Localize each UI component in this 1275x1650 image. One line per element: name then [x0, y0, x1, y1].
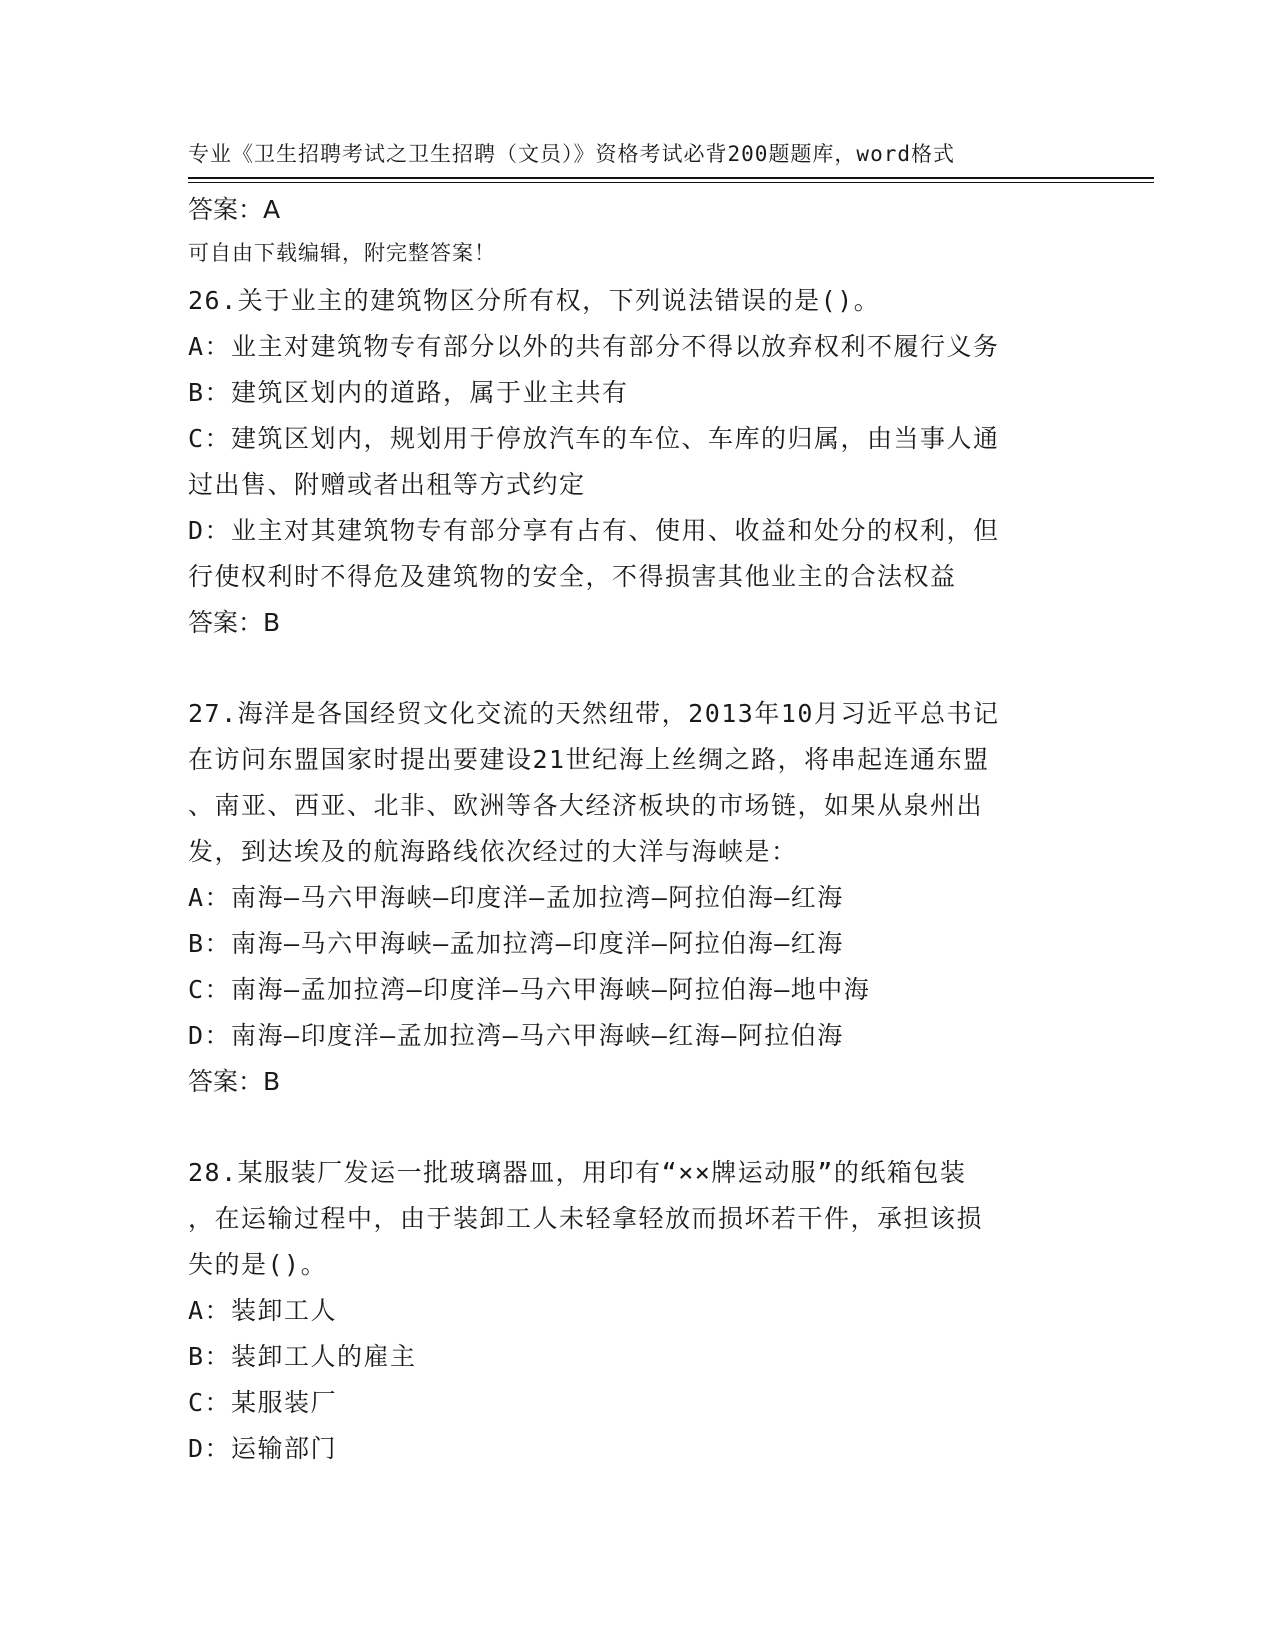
question-28-stem-line-1: 28.某服装厂发运一批玻璃器皿，用印有“××牌运动服”的纸箱包装 — [188, 1158, 967, 1187]
question-26-option-c-continued: 过出售、附赠或者出租等方式约定 — [188, 470, 586, 499]
question-26-stem: 26.关于业主的建筑物区分所有权，下列说法错误的是()。 — [188, 286, 881, 315]
header-divider-thin — [188, 182, 1154, 183]
spacer — [188, 646, 1088, 691]
question-28-stem-line-2: ，在运输过程中，由于装卸工人未轻拿轻放而损坏若干件，承担该损 — [188, 1204, 984, 1233]
question-27-option-a: A：南海—马六甲海峡—印度洋—孟加拉湾—阿拉伯海—红海 — [188, 883, 844, 912]
spacer — [188, 1105, 1088, 1150]
question-26-option-b: B：建筑区划内的道路，属于业主共有 — [188, 378, 629, 407]
question-26-option-d: D：业主对其建筑物专有部分享有占有、使用、收益和处分的权利，但 — [188, 516, 1000, 545]
question-27 — [188, 691, 1088, 1105]
document-body — [188, 187, 1088, 1472]
question-26 — [188, 278, 1088, 646]
spacer — [188, 233, 1088, 278]
header-divider-thick — [188, 177, 1154, 179]
question-28-option-a: A：装卸工人 — [188, 1296, 338, 1325]
question-27-stem-line-2: 在访问东盟国家时提出要建设21世纪海上丝绸之路，将串起连通东盟 — [188, 745, 990, 774]
question-28-option-b: B：装卸工人的雇主 — [188, 1342, 417, 1371]
question-26-answer: 答案：B — [188, 608, 281, 637]
question-27-stem-line-1: 27.海洋是各国经贸文化交流的天然纽带，2013年10月习近平总书记 — [188, 699, 1000, 728]
question-27-answer: 答案：B — [188, 1067, 281, 1096]
header-title-line-1: 专业《卫生招聘考试之卫生招聘（文员）》资格考试必背200题题库，word格式 — [188, 142, 955, 166]
question-28 — [188, 1150, 1088, 1472]
question-28-option-c: C：某服装厂 — [188, 1388, 338, 1417]
question-27-stem-line-4: 发，到达埃及的航海路线依次经过的大洋与海峡是： — [188, 837, 798, 866]
question-26-option-c: C：建筑区划内，规划用于停放汽车的车位、车库的归属，由当事人通 — [188, 424, 1000, 453]
question-27-option-b: B：南海—马六甲海峡—孟加拉湾—印度洋—阿拉伯海—红海 — [188, 929, 844, 958]
question-26-option-a: A：业主对建筑物专有部分以外的共有部分不得以放弃权利不履行义务 — [188, 332, 1000, 361]
question-27-option-c: C：南海—孟加拉湾—印度洋—马六甲海峡—阿拉伯海—地中海 — [188, 975, 871, 1004]
question-28-option-d: D：运输部门 — [188, 1434, 338, 1463]
question-27-option-d: D：南海—印度洋—孟加拉湾—马六甲海峡—红海—阿拉伯海 — [188, 1021, 844, 1050]
question-28-stem-line-3: 失的是()。 — [188, 1250, 328, 1279]
question-27-stem-line-3: 、南亚、西亚、北非、欧洲等各大经济板块的市场链，如果从泉州出 — [188, 791, 984, 820]
question-26-option-d-continued: 行使权利时不得危及建筑物的安全，不得损害其他业主的合法权益 — [188, 562, 957, 591]
previous-question-answer: 答案：A — [188, 195, 281, 224]
header-title-line-2: 可自由下载编辑，附完整答案！ — [188, 241, 496, 265]
